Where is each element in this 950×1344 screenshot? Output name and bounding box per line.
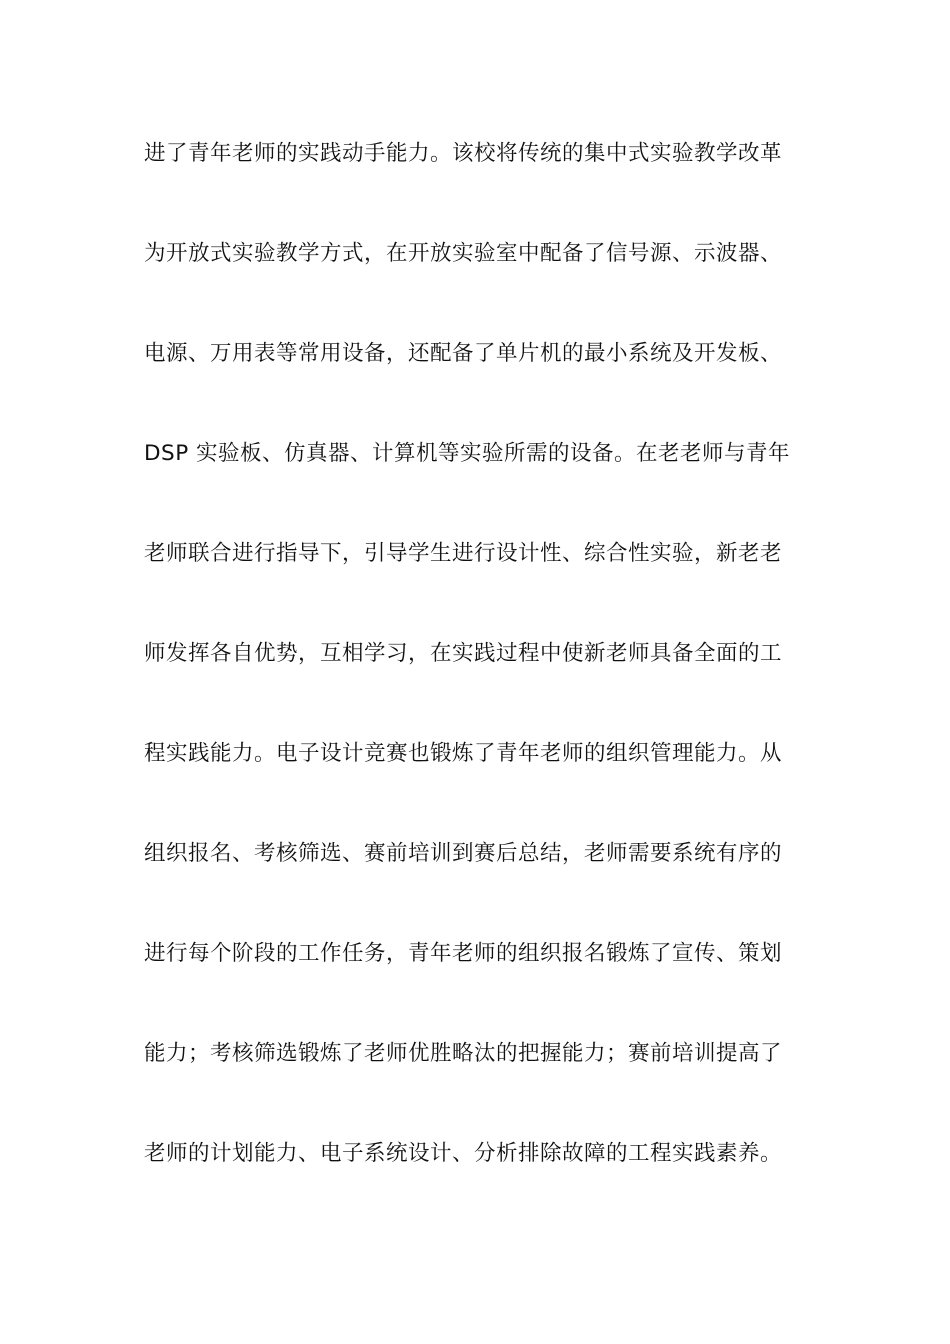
text-line-4: DSP 实验板、仿真器、计算机等实验所需的设备。在老老师与青年: [144, 441, 791, 466]
text-line-1: 进了青年老师的实践动手能力。该校将传统的集中式实验教学改革: [144, 141, 783, 166]
text-line-8: 组织报名、考核筛选、赛前培训到赛后总结，老师需要系统有序的: [144, 841, 783, 866]
text-line-7: 程实践能力。电子设计竞赛也锻炼了青年老师的组织管理能力。从: [144, 741, 783, 766]
text-line-9: 进行每个阶段的工作任务，青年老师的组织报名锻炼了宣传、策划: [144, 941, 783, 966]
text-line-11: 老师的计划能力、电子系统设计、分析排除故障的工程实践素养。: [144, 1141, 783, 1166]
body-paragraph: [144, 133, 834, 1233]
text-line-5: 老师联合进行指导下，引导学生进行设计性、综合性实验，新老老: [144, 541, 783, 566]
text-line-10: 能力；考核筛选锻炼了老师优胜略汰的把握能力；赛前培训提高了: [144, 1041, 783, 1066]
text-line-3: 电源、万用表等常用设备，还配备了单片机的最小系统及开发板、: [144, 341, 783, 366]
text-line-6: 师发挥各自优势，互相学习，在实践过程中使新老师具备全面的工: [144, 641, 783, 666]
text-line-2: 为开放式实验教学方式，在开放实验室中配备了信号源、示波器、: [144, 241, 783, 266]
